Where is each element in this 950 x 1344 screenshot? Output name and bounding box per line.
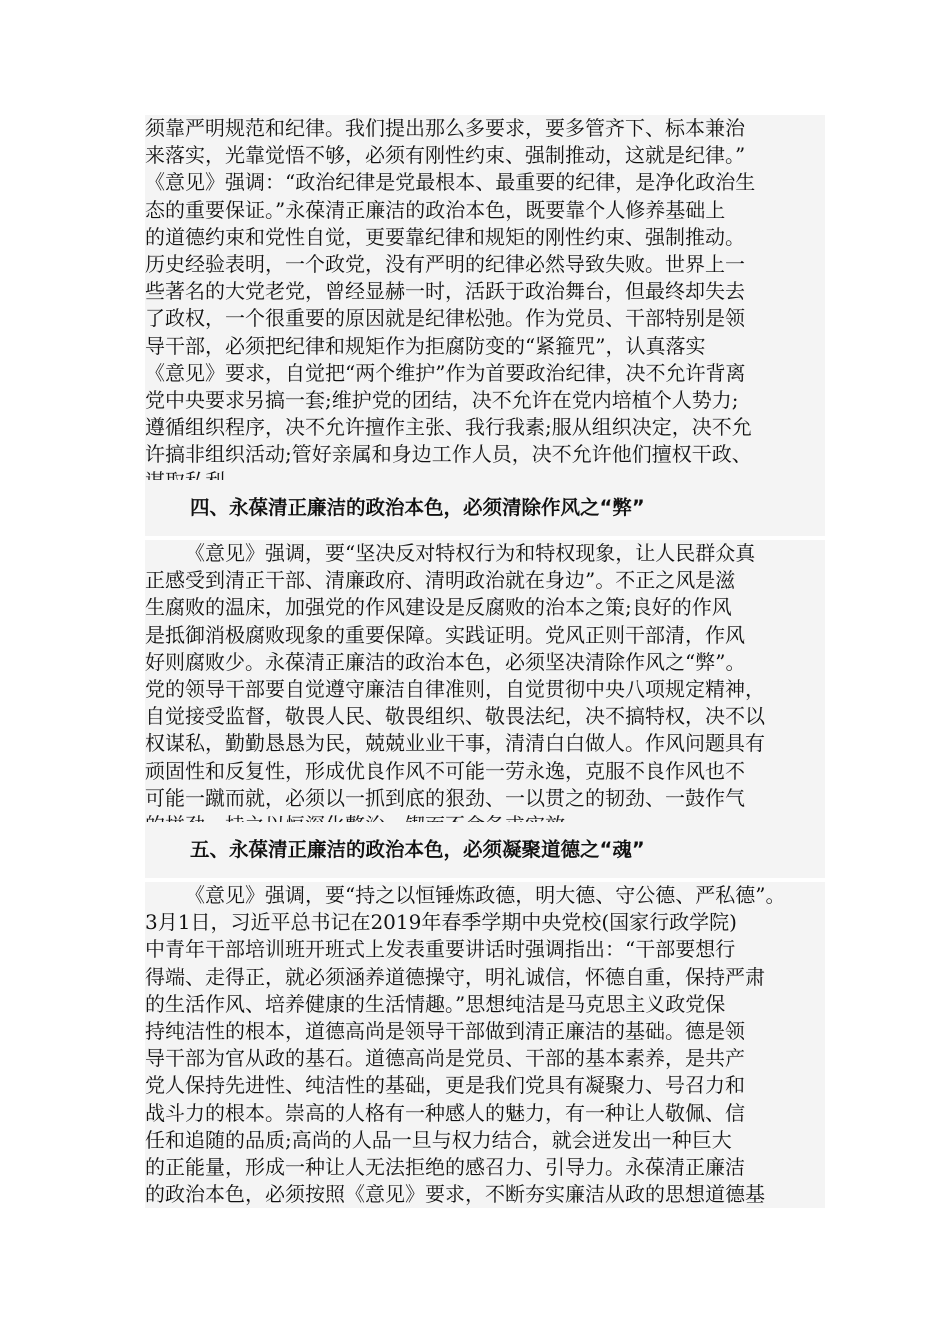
text-line: 些著名的大党老党，曾经显赫一时，活跃于政治舞台，但最终却失去 [145, 278, 825, 305]
text-line: 导干部为官从政的基石。道德高尚是党员、干部的基本素养，是共产 [145, 1045, 825, 1072]
text-line: 正感受到清正干部、清廉政府、清明政治就在身边”。不正之风是滋 [145, 567, 825, 594]
text-line: 任和追随的品质;高尚的人品一旦与权力结合，就会迸发出一种巨大 [145, 1127, 825, 1154]
section-heading-5: 五、永葆清正廉洁的政治本色，必须凝聚道德之“魂” [145, 822, 825, 878]
text-line: 是抵御消极腐败现象的重要保障。实践证明。党风正则干部清，作风 [145, 622, 825, 649]
text-line: 好则腐败少。永葆清正廉洁的政治本色，必须坚决清除作风之“弊”。 [145, 649, 825, 676]
text-line: 党的领导干部要自觉遵守廉洁自律准则，自觉贯彻中央八项规定精神， [145, 676, 825, 703]
text-line: 《意见》强调，要“坚决反对特权行为和特权现象，让人民群众真 [145, 540, 825, 567]
text-line: 党人保持先进性、纯洁性的基础，更是我们党具有凝聚力、号召力和 [145, 1072, 825, 1099]
text-line: 可能一蹴而就，必须以一抓到底的狠劲、一以贯之的韧劲、一鼓作气 [145, 785, 825, 812]
text-line: 态的重要保证。”永葆清正廉洁的政治本色，既要靠个人修养基础上 [145, 197, 825, 224]
text-line: 生腐败的温床，加强党的作风建设是反腐败的治本之策;良好的作风 [145, 594, 825, 621]
text-line: 来落实，光靠觉悟不够，必须有刚性约束、强制推动，这就是纪律。” [145, 142, 825, 169]
text-line: 战斗力的根本。崇高的人格有一种感人的魅力，有一种让人敬佩、信 [145, 1100, 825, 1127]
text-line: 《意见》强调：“政治纪律是党最根本、最重要的纪律，是净化政治生 [145, 169, 825, 196]
text-line: 3月1日，习近平总书记在2019年春季学期中央党校(国家行政学院) [145, 909, 825, 936]
text-line: 了政权，一个很重要的原因就是纪律松弛。作为党员、干部特别是领 [145, 305, 825, 332]
text-line: 遵循组织程序，决不允许擅作主张、我行我素;服从组织决定，决不允 [145, 414, 825, 441]
text-line: 得端、走得正，就必须涵养道德操守，明礼诚信，怀德自重，保持严肃 [145, 964, 825, 991]
text-line: 自觉接受监督，敬畏人民、敬畏组织、敬畏法纪，决不搞特权，决不以 [145, 703, 825, 730]
text-line: 权谋私，勤勤恳恳为民，兢兢业业干事，清清白白做人。作风问题具有 [145, 730, 825, 757]
text-line: 的政治本色，必须按照《意见》要求，不断夯实廉洁从政的思想道德基 [145, 1181, 825, 1208]
paragraph-morality [145, 882, 825, 1208]
text-line: 历史经验表明，一个政党，没有严明的纪律必然导致失败。世界上一 [145, 251, 825, 278]
text-line: 中青年干部培训班开班式上发表重要讲话时强调指出：“干部要想行 [145, 936, 825, 963]
text-line: 持纯洁性的根本，道德高尚是领导干部做到清正廉洁的基础。德是领 [145, 1018, 825, 1045]
text-line: 《意见》强调，要“持之以恒锤炼政德，明大德、守公德、严私德”。 [145, 882, 825, 909]
section-heading-4: 四、永葆清正廉洁的政治本色，必须清除作风之“弊” [145, 480, 825, 536]
text-line: 党中央要求另搞一套;维护党的团结，决不允许在党内培植个人势力; [145, 387, 825, 414]
text-line: 导干部，必须把纪律和规矩作为拒腐防变的“紧箍咒”，认真落实 [145, 333, 825, 360]
text-line: 的道德约束和党性自觉，更要靠纪律和规矩的刚性约束、强制推动。 [145, 224, 825, 251]
text-line: 的正能量，形成一种让人无法拒绝的感召力、引导力。永葆清正廉洁 [145, 1154, 825, 1181]
text-line: 许搞非组织活动;管好亲属和身边工作人员，决不允许他们擅权干政、 [145, 441, 825, 468]
text-line: 须靠严明规范和纪律。我们提出那么多要求，要多管齐下、标本兼治 [145, 115, 825, 142]
text-line: 《意见》要求，自觉把“两个维护”作为首要政治纪律，决不允许背离 [145, 360, 825, 387]
paragraph-discipline [145, 115, 825, 496]
text-line: 顽固性和反复性，形成优良作风不可能一劳永逸，克服不良作风也不 [145, 758, 825, 785]
paragraph-work-style [145, 540, 825, 839]
text-line: 的生活作风、培养健康的生活情趣。”思想纯洁是马克思主义政党保 [145, 991, 825, 1018]
